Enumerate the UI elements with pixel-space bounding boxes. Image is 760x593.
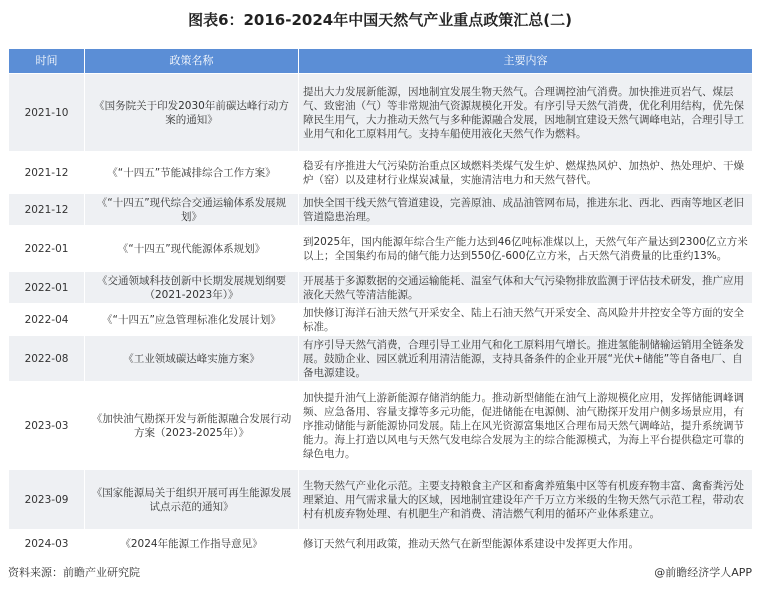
row-time: 2021-12	[9, 152, 85, 194]
table-row	[9, 272, 753, 304]
row-content: 提出大力发展新能源，因地制宜发展生物天然气。合理调控油气消费。加快推进页岩气、煤层气、致密油（气）等非常规油气资源规模化开发。有序引导天然气消费，优化利用结构，优先保障民生用气，大力推动天然气与多种能源融合发展，因地制宜建设天然气调峰电站，合理引导工业用气和化工原料用气。支持车船使用液化天然气作为燃料。	[299, 74, 753, 152]
row-content: 加快提升油气上游新能源存储消纳能力。推动新型储能在油气上游规模化应用，发挥储能调峰调频、应急备用、容量支撑等多元功能，促进储能在电源侧、油气勘探开发用户侧多场景应用，有序推动储能与新能源协同发展。陆上在风光资源富集地区合理布局天然气调峰站，提升系统调节能力。海上打造以风电与天然气发电综合发展为主的综合能源模式，为海上平台提供稳定可靠的绿色电力。	[299, 382, 753, 470]
row-time: 2022-01	[9, 272, 85, 304]
row-policy: 《加快油气勘探开发与新能源融合发展行动方案（2023-2025年）》	[85, 382, 299, 470]
policy-table	[8, 48, 753, 558]
row-content: 加快全国干线天然气管道建设，完善原油、成品油管网布局，推进东北、西北、西南等地区老旧管道隐患治理。	[299, 194, 753, 226]
row-content: 稳妥有序推进大气污染防治重点区域燃料类煤气发生炉、燃煤热风炉、加热炉、热处理炉、干燥炉（窑）以及建材行业煤炭减量，实施清洁电力和天然气替代。	[299, 152, 753, 194]
row-policy: 《“十四五”现代能源体系规划》	[85, 226, 299, 272]
table-row	[9, 304, 753, 336]
table-row	[9, 470, 753, 530]
row-time: 2023-03	[9, 382, 85, 470]
table-row	[9, 530, 753, 558]
row-content: 到2025年，国内能源年综合生产能力达到46亿吨标准煤以上，天然气年产量达到2300亿立方米以上；全国集约布局的储气能力达到550亿-600亿立方米，占天然气消费量的比重约13%。	[299, 226, 753, 272]
table-row	[9, 152, 753, 194]
header-policy: 政策名称	[85, 49, 299, 74]
table-row	[9, 74, 753, 152]
row-policy: 《工业领域碳达峰实施方案》	[85, 336, 299, 382]
row-policy: 《“十四五”节能减排综合工作方案》	[85, 152, 299, 194]
source-note: 资料来源：前瞻产业研究院	[8, 566, 140, 579]
table-header-row	[9, 49, 753, 74]
row-policy: 《2024年能源工作指导意见》	[85, 530, 299, 558]
row-content: 加快修订海洋石油天然气开采安全、陆上石油天然气开采安全、高风险井井控安全等方面的安全标准。	[299, 304, 753, 336]
chart-title: 图表6：2016-2024年中国天然气产业重点政策汇总(二)	[188, 11, 572, 29]
row-time: 2022-01	[9, 226, 85, 272]
row-content: 开展基于多源数据的交通运输能耗、温室气体和大气污染物排放监测于评估技术研发，推广应用液化天然气等清洁能源。	[299, 272, 753, 304]
header-time: 时间	[9, 49, 85, 74]
row-policy: 《“十四五”现代综合交通运输体系发展规划》	[85, 194, 299, 226]
row-content: 生物天然气产业化示范。主要支持粮食主产区和畜禽养殖集中区等有机废弃物丰富、禽畜粪污处理紧迫、用气需求量大的区域，因地制宜建设年产千万立方米级的生物天然气示范工程，带动农村有机废弃物处理、有机肥生产和消费、清洁燃气利用的循环产业体系建立。	[299, 470, 753, 530]
row-policy: 《国家能源局关于组织开展可再生能源发展试点示范的通知》	[85, 470, 299, 530]
row-policy: 《国务院关于印发2030年前碳达峰行动方案的通知》	[85, 74, 299, 152]
row-time: 2023-09	[9, 470, 85, 530]
brand-note: @前瞻经济学人APP	[654, 566, 752, 579]
row-content: 修订天然气利用政策，推动天然气在新型能源体系建设中发挥更大作用。	[299, 530, 753, 558]
row-policy: 《“十四五”应急管理标准化发展计划》	[85, 304, 299, 336]
row-time: 2021-10	[9, 74, 85, 152]
table-row	[9, 382, 753, 470]
row-policy: 《交通领域科技创新中长期发展规划纲要（2021-2023年）》	[85, 272, 299, 304]
table-row	[9, 226, 753, 272]
row-time: 2022-04	[9, 304, 85, 336]
row-content: 有序引导天然气消费，合理引导工业用气和化工原料用气增长。推进氢能制储输运销用全链条发展。鼓励企业、园区就近利用清洁能源，支持具备条件的企业开展“光伏+储能”等自备电厂、自备电源建设。	[299, 336, 753, 382]
row-time: 2024-03	[9, 530, 85, 558]
row-time: 2021-12	[9, 194, 85, 226]
header-content: 主要内容	[299, 49, 753, 74]
row-time: 2022-08	[9, 336, 85, 382]
table-row	[9, 194, 753, 226]
table-row	[9, 336, 753, 382]
